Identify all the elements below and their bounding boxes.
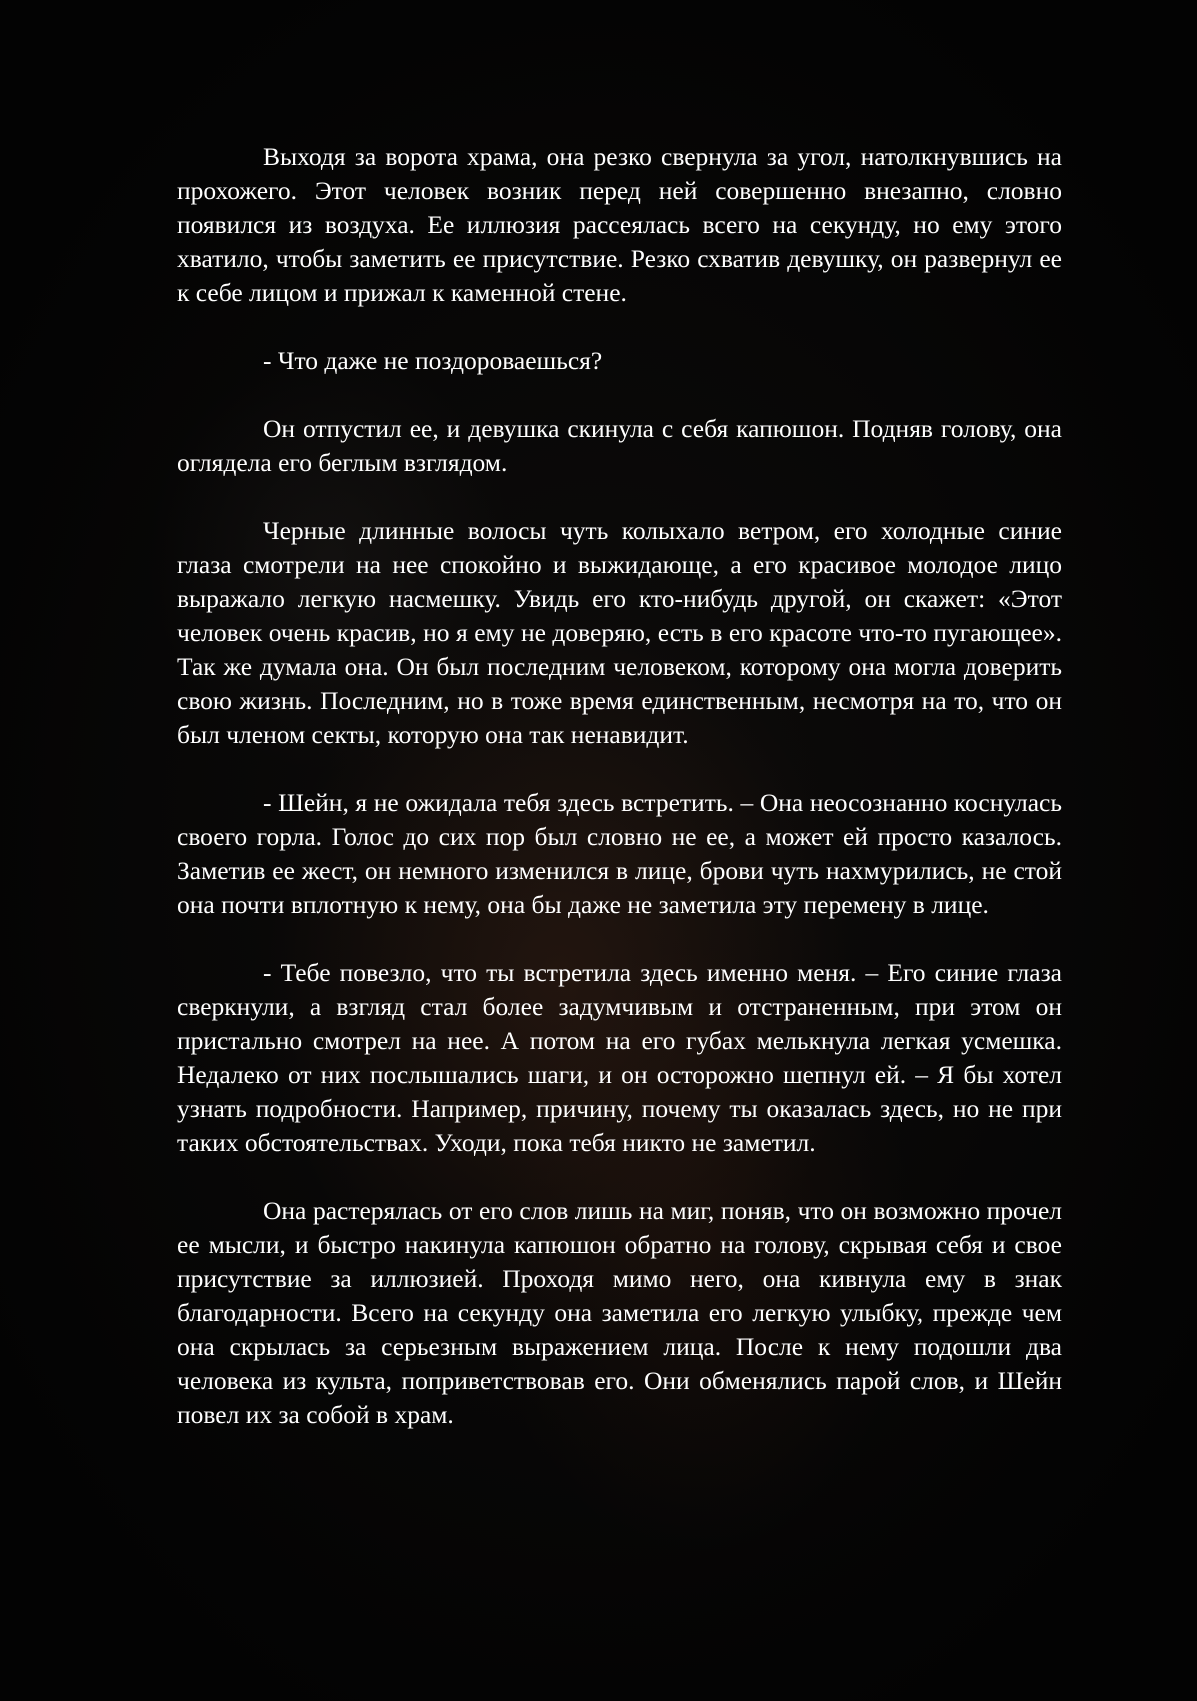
paragraph-7: Она растерялась от его слов лишь на миг, поняв, что он возможно прочел ее мысли, и быстро накинула капюшон обратно на голову, скрывая себя и свое присутствие за иллюзией. Проходя мимо него, она кивнула ему в знак благодарности. Всего на секунду она заметила его легкую улыбку, прежде чем она скрылась за серьезным выражением лица. После к нему подошли два человека из культа, поприветствовав его. Они обменялись парой слов, и Шейн повел их за собой в храм. xyxy=(177,1196,1062,1429)
paragraph-2: - Что даже не поздороваешься? xyxy=(263,346,603,375)
paragraph-3: Он отпустил ее, и девушка скинула с себя капюшон. Подняв голову, она оглядела его беглым взглядом. xyxy=(177,414,1062,477)
story-text xyxy=(177,140,1062,1432)
paragraph-4: Черные длинные волосы чуть колыхало ветром, его холодные синие глаза смотрели на нее спокойно и выжидающе, а его красивое молодое лицо выражало легкую насмешку. Увидь его кто-нибудь другой, он скажет: «Этот человек очень красив, но я ему не доверяю, есть в его красоте что-то пугающее». Так же думала она. Он был последним человеком, которому она могла доверить свою жизнь. Последним, но в тоже время единственным, несмотря на то, что он был членом секты, которую она так ненавидит. xyxy=(177,516,1062,749)
paragraph-1: Выходя за ворота храма, она резко свернула за угол, натолкнувшись на прохожего. Этот человек возник перед ней совершенно внезапно, словно появился из воздуха. Ее иллюзия рассеялась всего на секунду, но ему этого хватило, чтобы заметить ее присутствие. Резко схватив девушку, он развернул ее к себе лицом и прижал к каменной стене. xyxy=(177,142,1062,307)
paragraph-5: - Шейн, я не ожидала тебя здесь встретить. – Она неосознанно коснулась своего горла. Голос до сих пор был словно не ее, а может ей просто казалось. Заметив ее жест, он немного изменился в лице, брови чуть нахмурились, не стой она почти вплотную к нему, она бы даже не заметила эту перемену в лице. xyxy=(177,788,1062,919)
paragraph-6: - Тебе повезло, что ты встретила здесь именно меня. – Его синие глаза сверкнули, а взгляд стал более задумчивым и отстраненным, при этом он пристально смотрел на нее. А потом на его губах мелькнула легкая усмешка. Недалеко от них послышались шаги, и он осторожно шепнул ей. – Я бы хотел узнать подробности. Например, причину, почему ты оказалась здесь, но не при таких обстоятельствах. Уходи, пока тебя никто не заметил. xyxy=(177,958,1062,1157)
